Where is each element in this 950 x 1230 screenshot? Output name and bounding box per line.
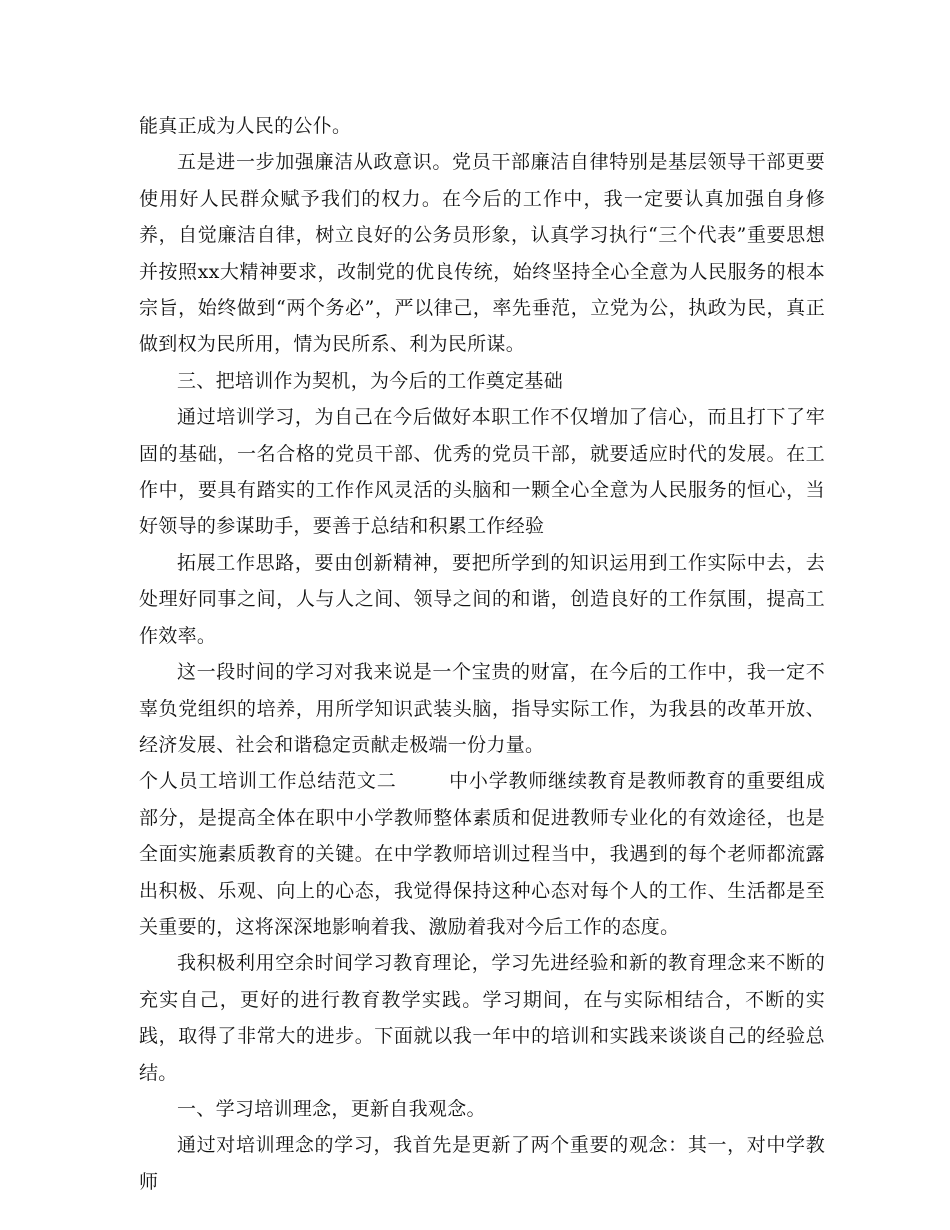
article-two-intro: 中小学教师继续教育是教师教育的重要组成部分，是提高全体在职中小学教师整体素质和促进教师专业化的有效途径，也是全面实施素质教育的关键。在中学教师培训过程当中，我遇到的每个老师都流露出积极、乐观、向上的心态，我觉得保持这种心态对每个人的工作、生活都是至关重要的，这将深深地影响着我、激励着我对今后工作的态度。 (139, 770, 825, 938)
document-body (139, 108, 825, 1200)
section-heading-3: 三、把培训作为契机，为今后的工作奠定基础 (177, 369, 564, 392)
paragraph-1: 能真正成为人民的公仆。 (139, 115, 352, 137)
section-heading-one: 一、学习培训理念，更新自我观念。 (177, 1097, 486, 1120)
paragraph-5: 拓展工作思路，要由创新精神，要把所学到的知识运用到工作实际中去，去处理好同事之间，人与人之间、领导之间的和谐，创造良好的工作氛围，提高工作效率。 (139, 551, 825, 647)
paragraph-2: 五是进一步加强廉洁从政意识。党员干部廉洁自律特别是基层领导干部更要使用好人民群众赋予我们的权力。在今后的工作中，我一定要认真加强自身修养，自觉廉洁自律，树立良好的公务员形象，认真学习执行“三个代表”重要思想并按照xx大精神要求，改制党的优良传统，始终坚持全心全意为人民服务的根本宗旨，始终做到“两个务必”，严以律己，率先垂范，立党为公，执政为民，真正做到权为民所用，情为民所系、利为民所谋。 (139, 151, 825, 356)
paragraph-6: 这一段时间的学习对我来说是一个宝贵的财富，在今后的工作中，我一定不辜负党组织的培养，用所学知识武装头脑，指导实际工作，为我县的改革开放、经济发展、社会和谐稳定贡献走极端一份力量。 (139, 661, 825, 756)
article-two-title: 个人员工培训工作总结范文二 (139, 770, 397, 793)
paragraph-8: 我积极利用空余时间学习教育理论，学习先进经验和新的教育理念来不断的充实自己，更好的进行教育教学实践。学习期间，在与实际相结合，不断的实践，取得了非常大的进步。下面就以我一年中的培训和实践来谈谈自己的经验总结。 (139, 952, 825, 1084)
paragraph-10: 通过对培训理念的学习，我首先是更新了两个重要的观念：其一，对中学教师 (139, 1134, 825, 1193)
paragraph-4: 通过培训学习，为自己在今后做好本职工作不仅增加了信心，而且打下了牢固的基础，一名合格的党员干部、优秀的党员干部，就要适应时代的发展。在工作中，要具有踏实的工作作风灵活的头脑和一颗全心全意为人民服务的恒心，当好领导的参谋助手，要善于总结和积累工作经验 (139, 406, 825, 538)
article-two-paragraph (139, 763, 825, 945)
